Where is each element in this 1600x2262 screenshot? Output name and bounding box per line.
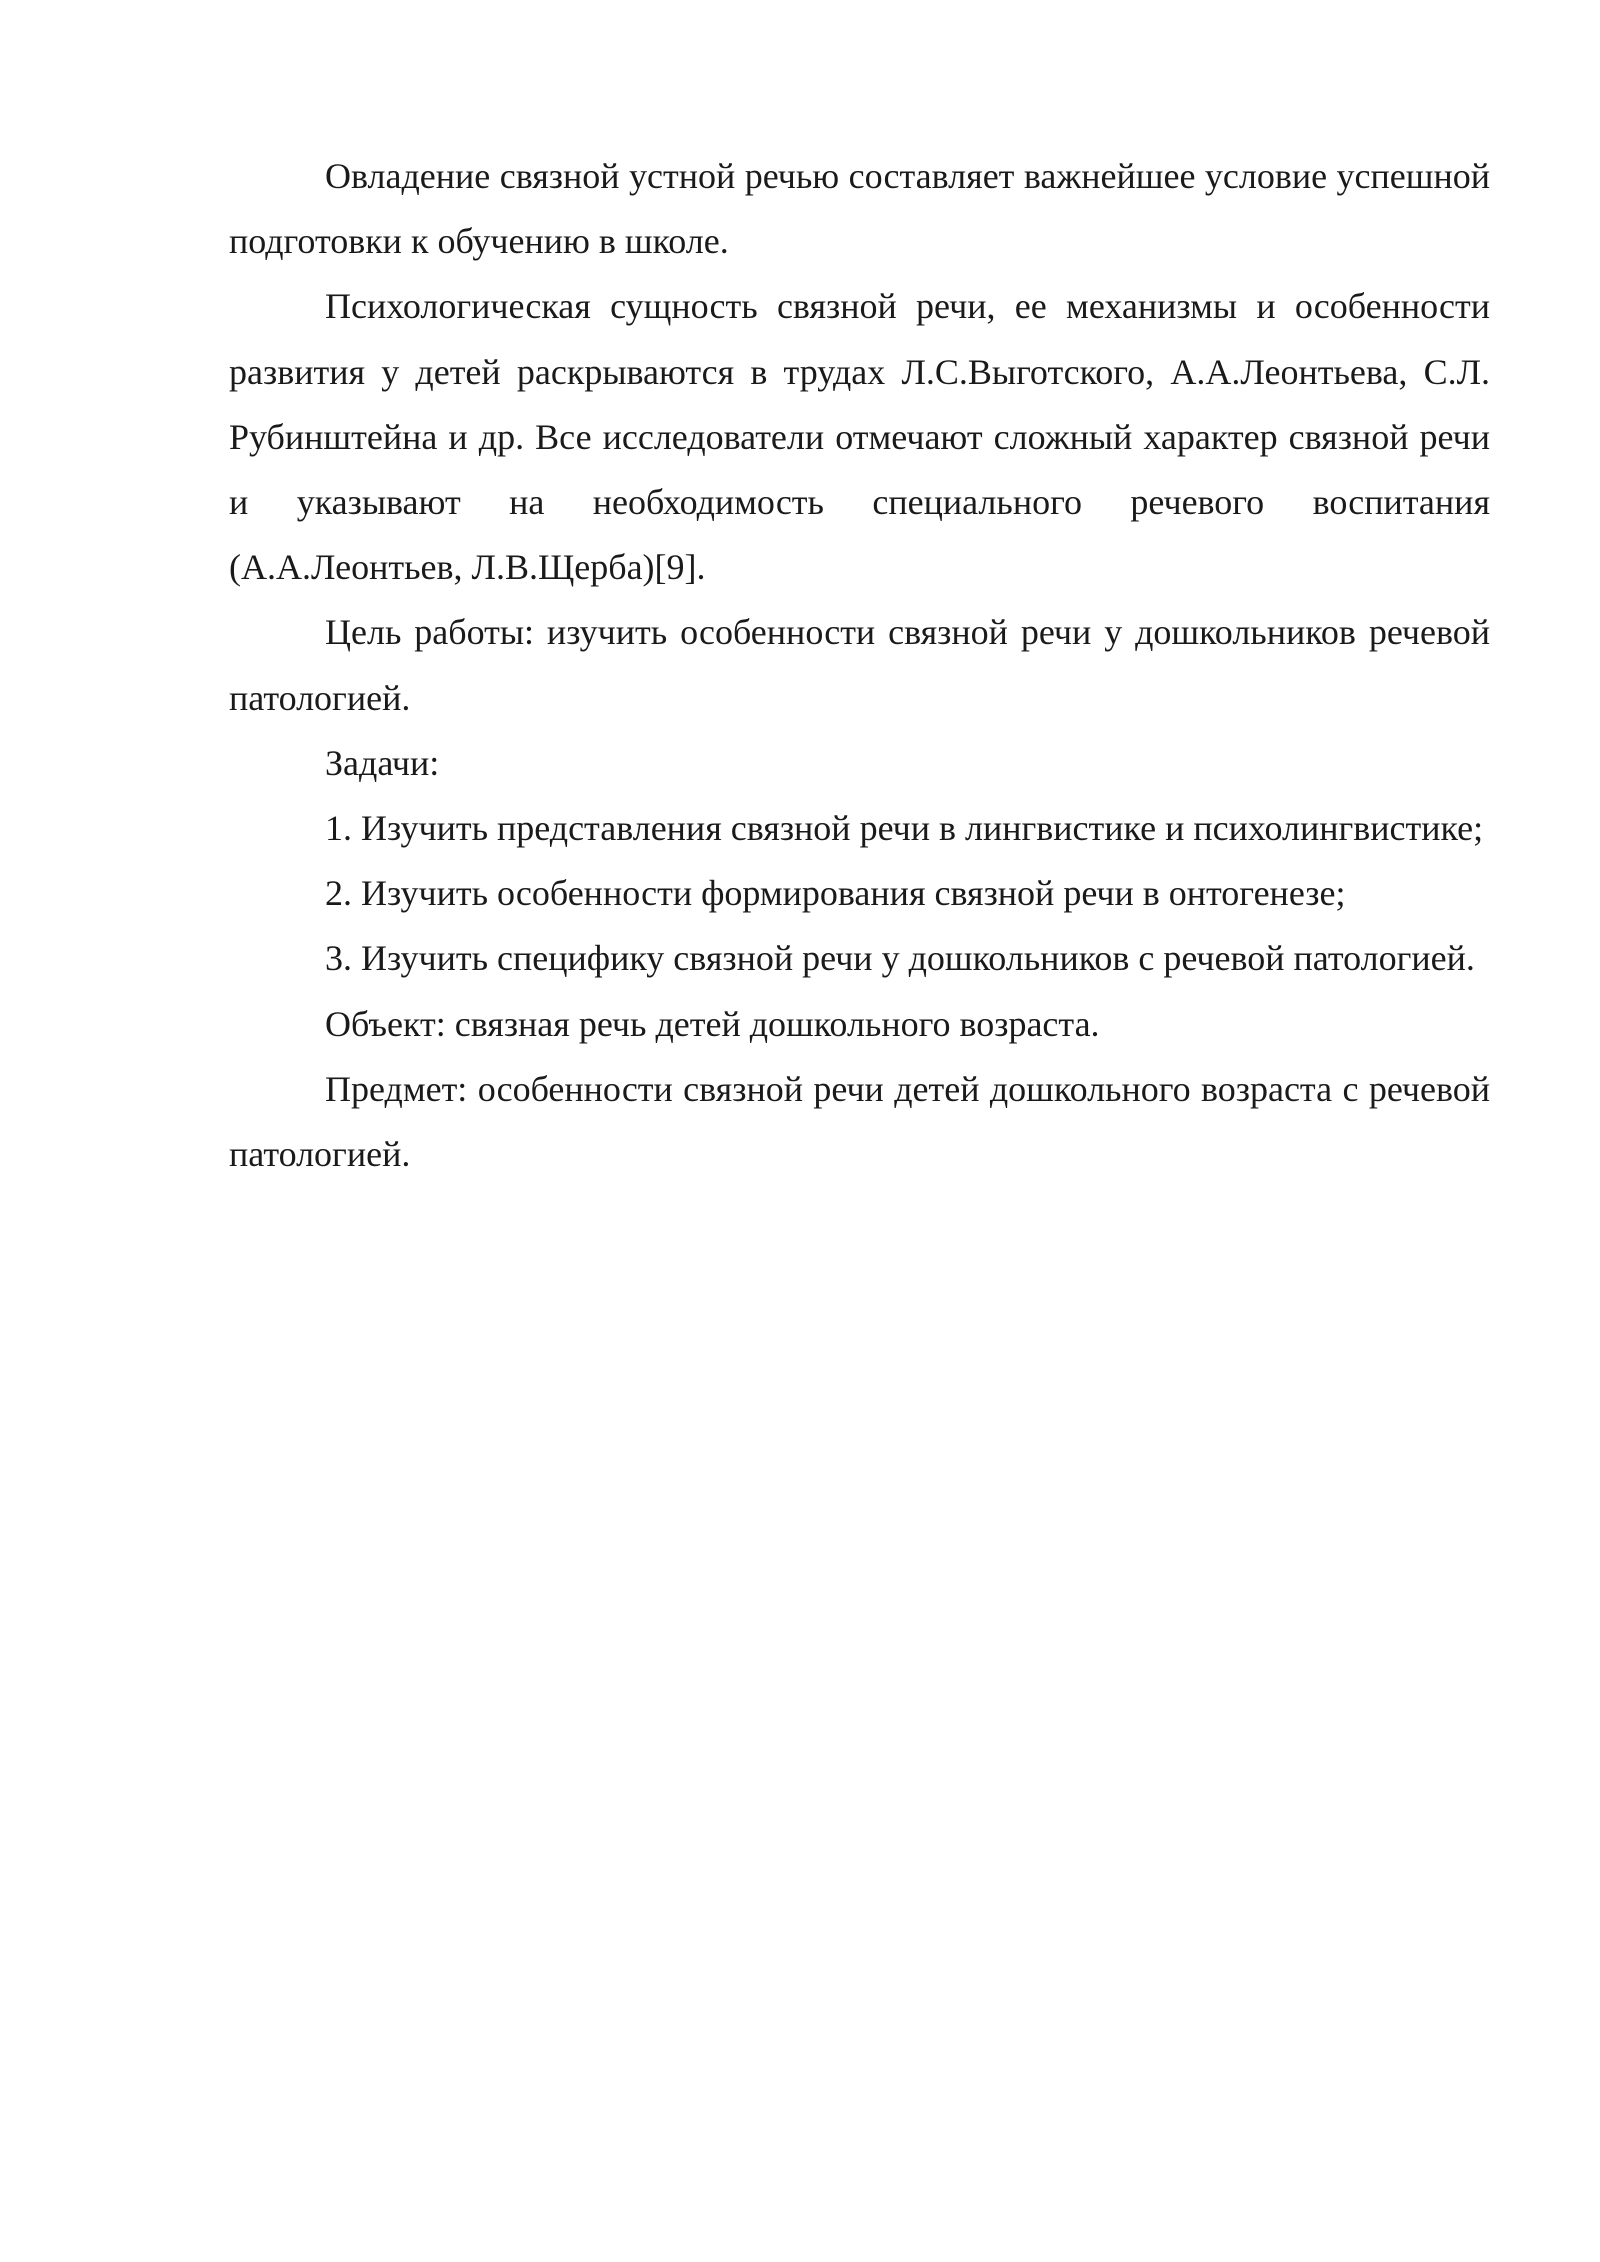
paragraph-task-2: 2. Изучить особенности формирования связной речи в онтогенезе; (325, 873, 1346, 914)
paragraph-subject: Предмет: особенности связной речи детей дошкольного возраста с речевой патологией. (229, 1068, 1490, 1175)
document-body (229, 144, 1490, 1187)
paragraph-psychology: Психологическая сущность связной речи, ее механизмы и особенности развития у детей раскрываются в трудах Л.С.Выготского, А.А.Леонтьева, С.Л. Рубинштейна и др. Все исследователи отмечают сложный характер связной речи и указывают на необходимость специального речевого воспитания (А.А.Леонтьев, Л.В.Щерба)[9]. (229, 286, 1490, 588)
paragraph-task-1: 1. Изучить представления связной речи в лингвистике и психолингвистике; (325, 808, 1484, 849)
paragraph-tasks-heading: Задачи: (325, 742, 440, 783)
paragraph-goal: Цель работы: изучить особенности связной речи у дошкольников речевой патологией. (229, 612, 1490, 718)
paragraph-task-3: 3. Изучить специфику связной речи у дошкольников с речевой патологией. (325, 938, 1475, 979)
paragraph-intro: Овладение связной устной речью составляет важнейшее условие успешной подготовки к обучению в школе. (229, 156, 1490, 262)
paragraph-object: Объект: связная речь детей дошкольного возраста. (325, 1003, 1100, 1044)
